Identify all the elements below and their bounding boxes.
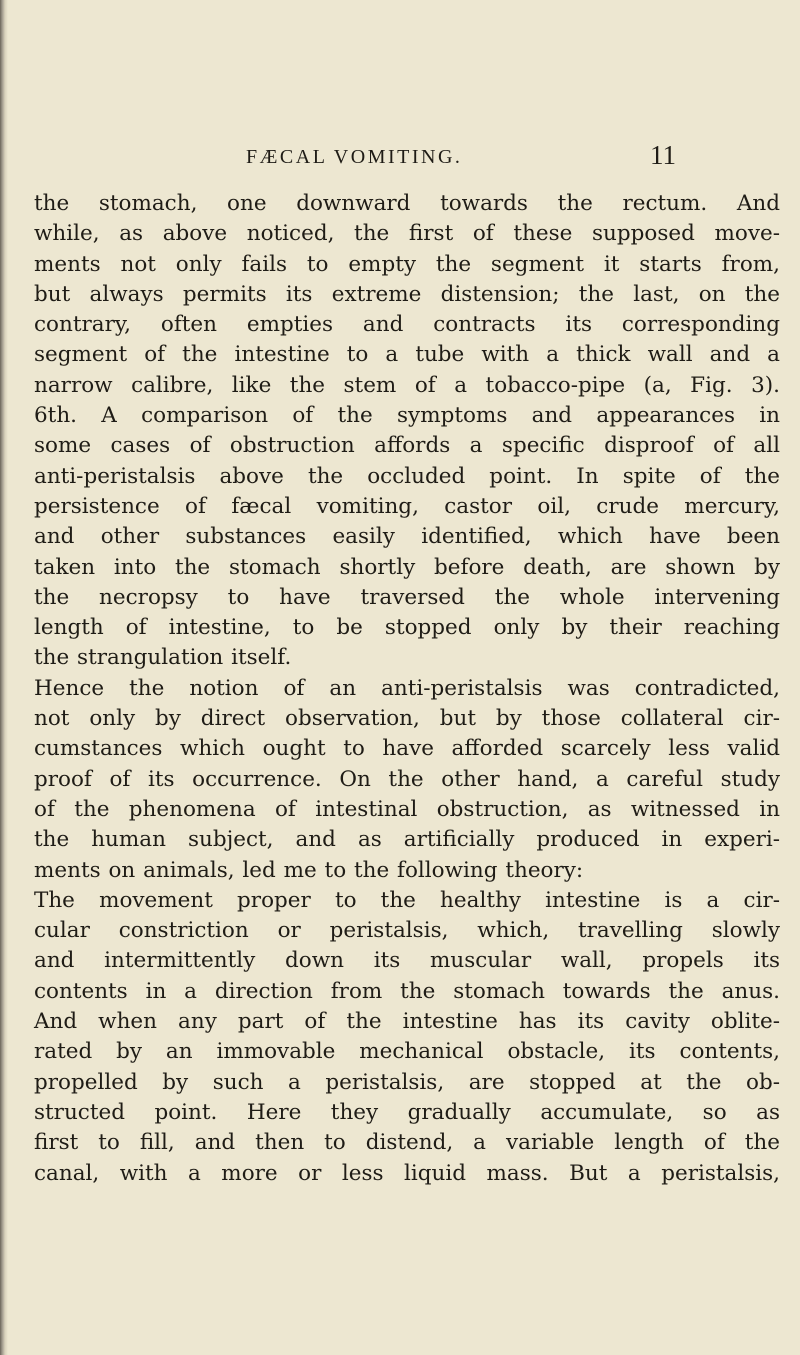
text-line: propelled by such a peristalsis, are stopped at the ob- xyxy=(34,1069,780,1095)
page-edge xyxy=(0,0,8,1355)
text-line: And when any part of the intestine has its cavity oblite- xyxy=(34,1009,780,1035)
text-line: narrow calibre, like the stem of a tobacco-pipe (a, Fig. 3). xyxy=(34,372,780,398)
text-line: canal, with a more or less liquid mass. But a peristalsis, xyxy=(34,1160,780,1186)
text-line: ments on animals, led me to the following theory: xyxy=(34,857,584,883)
text-line: the strangulation itself. xyxy=(34,645,292,671)
text-line: length of intestine, to be stopped only by their reaching xyxy=(34,615,780,641)
text-line: 6th. A comparison of the symptoms and appearances in xyxy=(34,403,780,429)
text-line: The movement proper to the healthy intestine is a cir- xyxy=(34,887,780,913)
text-line: and other substances easily identified, which have been xyxy=(34,524,780,550)
text-line: persistence of fæcal vomiting, castor oil, crude mercury, xyxy=(34,493,780,519)
body-text xyxy=(34,189,780,1189)
text-line: but always permits its extreme distension; the last, on the xyxy=(34,281,780,307)
page-header xyxy=(0,140,800,176)
text-line: Hence the notion of an anti-peristalsis was contradicted, xyxy=(34,675,780,701)
text-line: ments not only fails to empty the segment it starts from, xyxy=(34,251,780,277)
text-line: some cases of obstruction affords a specific disproof of all xyxy=(34,433,780,459)
text-line: cumstances which ought to have afforded scarcely less valid xyxy=(34,736,780,762)
text-line: and intermittently down its muscular wall, propels its xyxy=(34,948,780,974)
text-line: proof of its occurrence. On the other hand, a careful study xyxy=(34,766,780,792)
text-line: structed point. Here they gradually accumulate, so as xyxy=(34,1099,780,1125)
text-line: contents in a direction from the stomach towards the anus. xyxy=(34,978,780,1004)
text-line: not only by direct observation, but by those collateral cir- xyxy=(34,706,780,732)
text-line: contrary, often empties and contracts its corresponding xyxy=(34,312,780,338)
text-line: of the phenomena of intestinal obstruction, as witnessed in xyxy=(34,796,780,822)
text-line: anti-peristalsis above the occluded point. In spite of the xyxy=(34,463,780,489)
running-head: FÆCAL VOMITING. xyxy=(246,146,463,168)
text-line: the necropsy to have traversed the whole intervening xyxy=(34,584,780,610)
text-line: rated by an immovable mechanical obstacle, its contents, xyxy=(34,1039,780,1065)
text-line: while, as above noticed, the first of these supposed move- xyxy=(34,221,780,247)
page-number: 11 xyxy=(650,140,676,170)
text-line: the human subject, and as artificially produced in experi- xyxy=(34,827,780,853)
text-line: the stomach, one downward towards the rectum. And xyxy=(34,191,780,216)
text-line: taken into the stomach shortly before death, are shown by xyxy=(34,554,780,580)
text-line: cular constriction or peristalsis, which, travelling slowly xyxy=(34,918,780,944)
text-line: segment of the intestine to a tube with a thick wall and a xyxy=(34,342,780,368)
text-line: first to fill, and then to distend, a variable length of the xyxy=(34,1130,780,1156)
